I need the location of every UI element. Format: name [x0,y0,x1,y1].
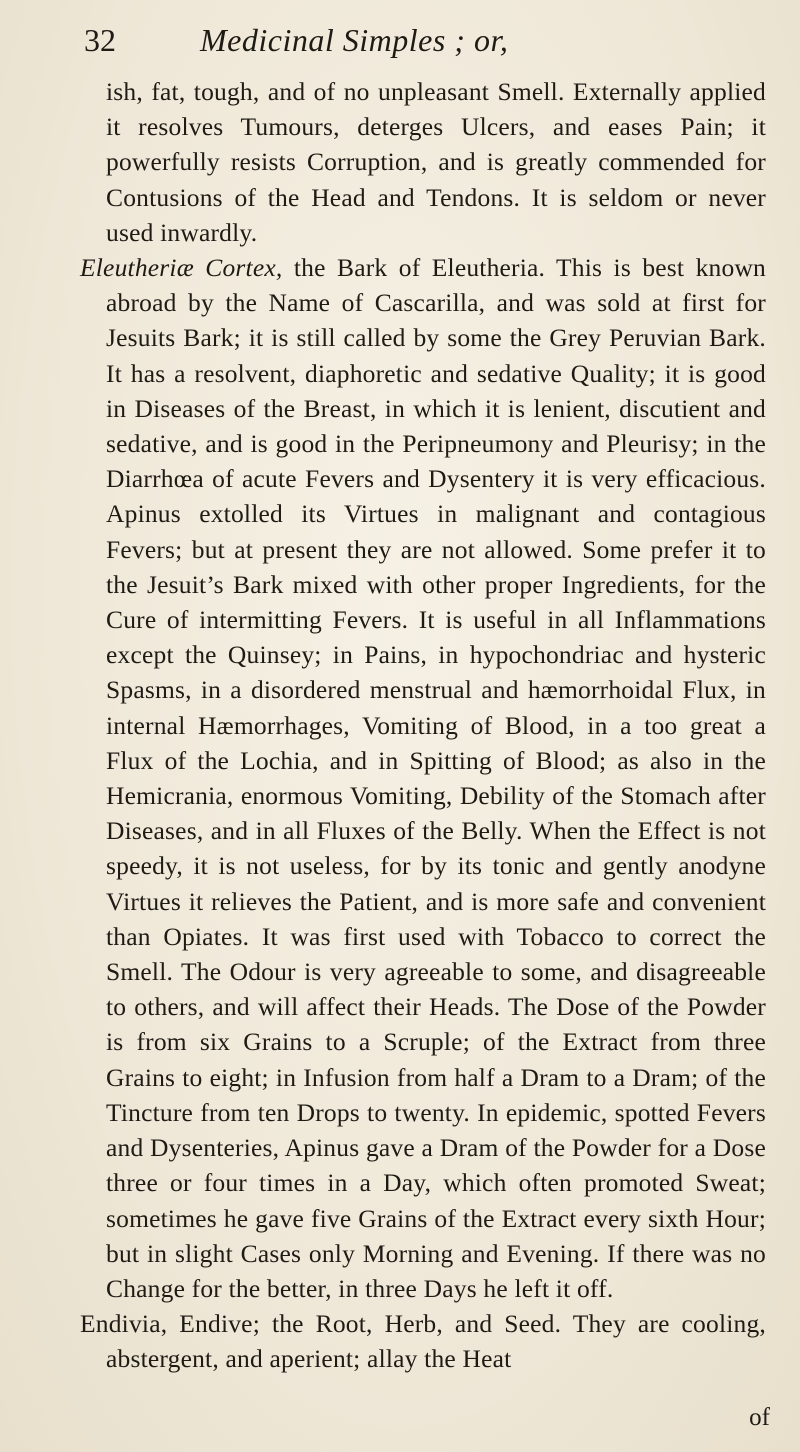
body-text [80,74,766,1377]
entry-eleutheria [80,250,766,1306]
entry-endivia [80,1306,766,1376]
page-number: 32 [84,22,116,58]
entry-headword: Eleutheriæ Cortex, [80,253,283,283]
entry-text: Endive; the Root, Herb, and Seed. They are cooling, abstergent, and aperient; allay the Heat [106,1309,767,1374]
catchword: of [749,1404,770,1431]
entry-continuation [80,74,766,250]
running-head [84,22,704,66]
entry-text: the Bark of Eleutheria. This is best known abroad by the Name of Cascarilla, and was sold at first for Jesuits Bark; it is still called by some the Grey Peruvian Bark. It has a resolvent, diaphoretic and sedative Quality; it is good in Diseases of the Breast, in which it is lenient, discutient and sedative, and is good in the Peripneumony and Pleurisy; in the Diarrhœa of acute Fevers and Dysentery it is very efficacious. Apinus extolled its Virtues in malignant and contagious Fevers; but at present they are not allowed. Some prefer it to the Jesuit’s Bark mixed with other proper Ingredients, for the Cure of intermitting Fevers. It is useful in all Inflammations except the Quinsey; in Pains, in hypochondriac and hysteric Spasms, in a disordered menstrual and hæmorrhoidal Flux, in internal Hæmorrhages, Vomiting of Blood, in a too great a Flux of the Lochia, and in Spitting of Blood; as also in the Hemicrania, enormous Vomiting, Debility of the Stomach after Diseases, and in all Fluxes of the Belly. When the Effect is not speedy, it is not useless, for by its tonic and gently anodyne Virtues it relieves the Patient, and is more safe and convenient than Opiates. It was first used with Tobacco to correct the Smell. The Odour is very agreeable to some, and disagreeable to others, and will affect their Heads. The Dose of the Powder is from six Grains to a Scruple; of the Extract from three Grains to eight; in Infusion from half a Dram to a Dram; of the Tincture from ten Drops to twenty. In epidemic, spotted Fevers and Dysenteries, Apinus gave a Dram of the Powder for a Dose three or four times in a Day, which often promoted Sweat; sometimes he gave five Grains of the Extract every sixth Hour; but in slight Cases only Morning and Evening. If there was no Change for the better, in three Days he left it off. [106,253,767,1303]
running-title: Medicinal Simples ; or, [200,22,509,58]
entry-text: ish, fat, tough, and of no unpleasant Smell. Externally applied it resolves Tumours, deterges Ulcers, and eases Pain; it powerfully resists Corruption, and is greatly commended for Contusions of the Head and Tendons. It is seldom or never used inwardly. [106,77,766,247]
entry-headword: Endivia, [80,1309,168,1339]
